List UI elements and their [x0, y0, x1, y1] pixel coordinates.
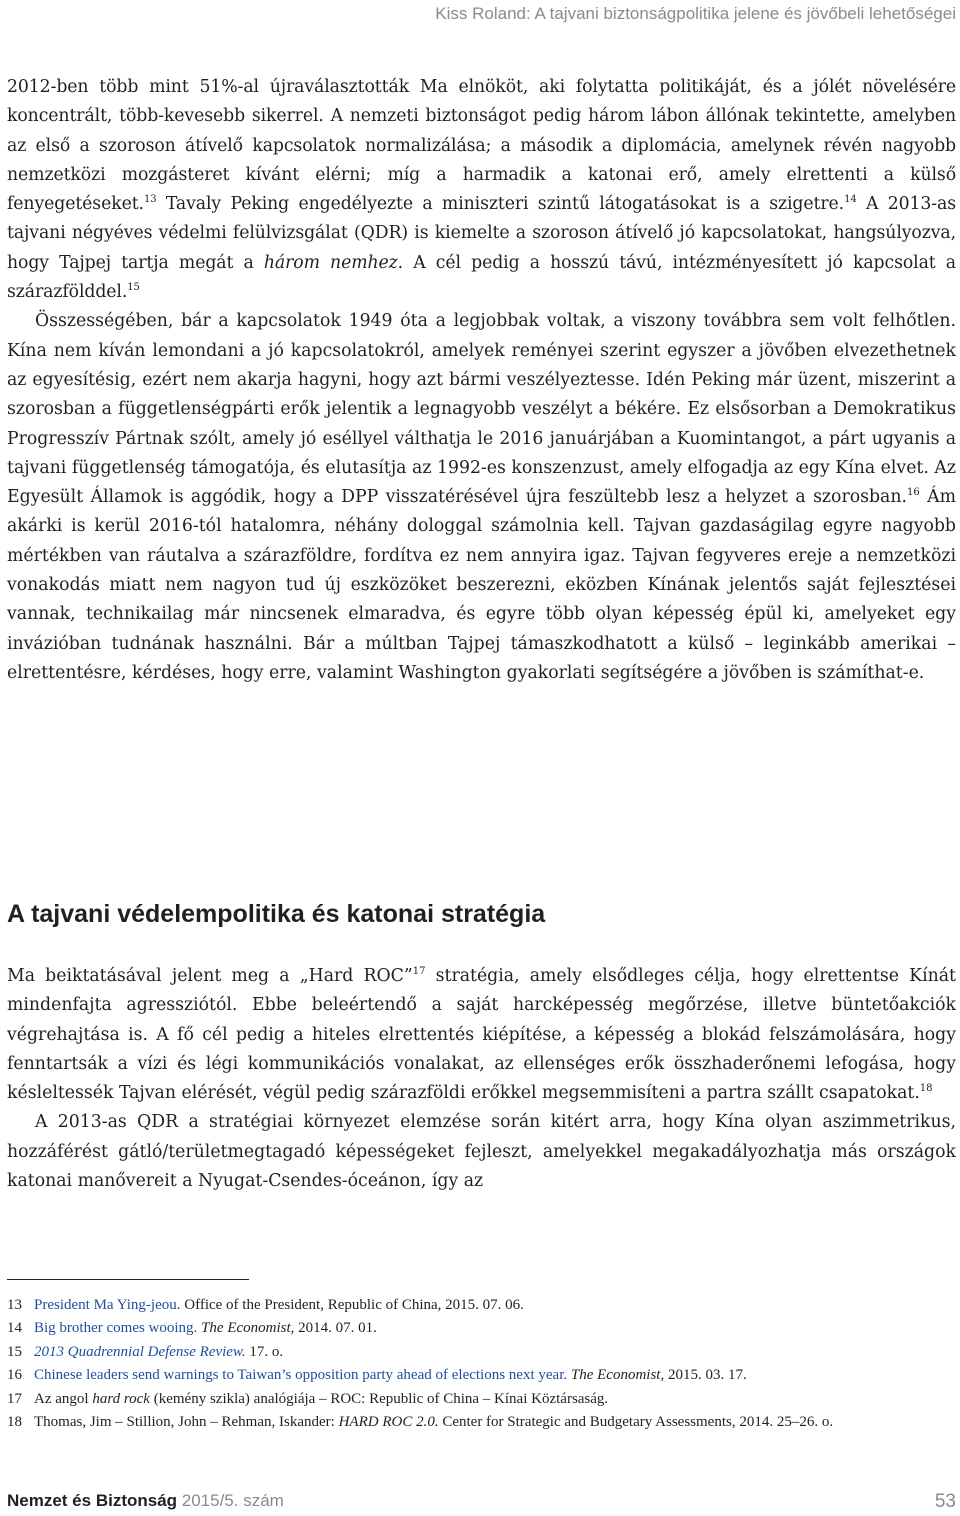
- footnote-divider: [7, 1279, 249, 1280]
- footnote-link[interactable]: Big brother comes wooing.: [34, 1320, 198, 1337]
- footnote-13: 13 President Ma Ying-jeou. Office of the President, Republic of China, 2015. 07. 06.: [7, 1297, 524, 1313]
- paragraph-2: Összességében, bár a kapcsolatok 1949 óta a legjobbak voltak, a viszony továbbra sem volt felhőtlen. Kína nem kíván lemondani a jó kapcsolatokról, amelyek reményei szerint egyszer a jövőben elvezethetnek az egyesítésig, ezért nem akarja hagyni, hogy azt bármi veszélyeztesse. Idén Peking már üzent, miszerint a szorosban a függetlenségpárti erők jelentik a legnagyobb veszélyt a békére. Ez elsősorban a Demokratikus Progresszív Pártnak szólt, amely jó eséllyel válthatja le 2016 januárjában a Kuomintangot, a párt ugyanis a tajvani függetlenség támogatója, és elutasítja az 1992-es konszenzust, amely elfogadja az egy Kína elvet. Az Egyesült Államok is aggódik, hogy a DPP visszatérésével újra feszültebb lesz a helyzet a szorosban.$^{16}$ Ám akárki is kerül 2016-tól hatalomra, néhány dologgal számolnia kell. Tajvan gazdaságilag egyre nagyobb mértékben van ráutalva a szárazföldre, fordítva ez nem annyira igaz. Tajvan fegyveres ereje a nemzetközi vonakodás miatt nem nagyon tud új eszközöket beszerezni, eközben Kínának jelentős saját fejlesztései vannak, technikailag már nincsenek elmaradva, és egyre több olyan képesség épül ki, amelyeket egy invázióban tudnának használni. Bár a múltban Tajpej támaszkodhatott a külső – leginkább amerikai – elrettentésre, kérdéses, hogy erre, valamint Washington gyakorlati segítségére a jövőben is számíthat-e.: [7, 311, 956, 683]
- footnote-ref-13[interactable]: 13: [143, 194, 157, 206]
- footnote-ref-17[interactable]: 17: [412, 966, 426, 978]
- footnote-15: 15 2013 Quadrennial Defense Review. 17. o.: [7, 1343, 284, 1360]
- footnote-ref-18[interactable]: 18: [919, 1083, 933, 1095]
- section-heading: A tajvani védelempolitika és katonai stratégia: [7, 900, 546, 928]
- footnote-14: 14 Big brother comes wooing. The Economist, 2014. 07. 01.: [7, 1320, 377, 1337]
- footnote-link[interactable]: Chinese leaders send warnings to Taiwan’s opposition party ahead of elections next year.: [34, 1367, 568, 1384]
- paragraph-1: 2012-ben több mint 51%-al újraválasztották Ma elnököt, aki folytatta politikáját, és a jólét növelésére koncentrált, több-kevesebb sikerrel. A nemzeti biztonságot pedig három lábon állónak tekintette, amelyben az első a szoroson átívelő kapcsolatok normalizálása; a második a diplomácia, amelynek révén nagyobb nemzetközi mozgásteret kívánt elérni; míg a harmadik a katonai erő, amely elrettenti a külső fenyegetéseket.$^{13}$ Tavaly Peking engedélyezte a miniszteri szintű látogatásokat is a szigetre.$^{14}$ A 2013-as tajvani négyéves védelmi felülvizsgálat (QDR) is kiemelte a szoroson átívelő jó kapcsolatokat, hangsúlyozva, hogy Tajpej tartja megát a három nemhez. A cél pedig a hosszú távú, intézményesített jó kapcsolat a szárazfölddel.$^{15}$: [7, 77, 956, 303]
- issue-number: 2015/5. szám: [177, 1491, 284, 1510]
- footnote-18: 18 Thomas, Jim – Stillion, John – Rehman, Iskander: HARD ROC 2.0. Center for Strategic and Budgetary Assessments, 2014. 25–26. o.: [7, 1414, 834, 1431]
- body-text-bottom: [7, 962, 956, 1196]
- footnote-ref-16[interactable]: 16: [906, 487, 920, 499]
- paragraph-3: Ma beiktatásával jelent meg a „Hard ROC”$^{17}$ stratégia, amely elsődleges célja, hogy elrettentse Kínát mindenfajta agressziótól. Ebbe beleértendő a saját harcképesség megőrzése, illetve büntetőakciók végrehajtása is. A fő cél pedig a hiteles elrettentés kiépítése, a képesség a blokád felszámolására, hogy fenntartsák a vízi és légi kommunikációs vonalakat, az ellenséges erők összhaderőnemi lefogása, hogy késleltessék Tajvan elérését, végül pedig szárazföldi erőkkel megsemmisíteni a partra szállt csapatokat.$^{18}$: [7, 966, 956, 1104]
- footnote-link[interactable]: President Ma Ying-jeou.: [34, 1297, 181, 1313]
- footnote-ref-14[interactable]: 14: [844, 194, 857, 206]
- footnote-link[interactable]: 2013 Quadrennial Defense Review.: [34, 1343, 246, 1360]
- page-footer: [7, 1491, 956, 1515]
- body-text-top: [7, 73, 956, 688]
- footnote-ref-15[interactable]: 15: [127, 282, 140, 294]
- footnote-16: 16 Chinese leaders send warnings to Taiwan’s opposition party ahead of elections next year. The Economist, 2015. 03. 17.: [7, 1367, 747, 1384]
- paragraph-4: A 2013-as QDR a stratégiai környezet elemzése során kitért arra, hogy Kína olyan aszimmetrikus, hozzáférést gátló/területmegtagadó képességeket fejleszt, amelyekkel megakadályozhatja más országok katonai manővereit a Nyugat-Csendes-óceánon, így az: [7, 1112, 956, 1192]
- running-title: Kiss Roland: A tajvani biztonságpolitika jelene és jövőbeli lehetőségei: [435, 4, 956, 23]
- page-number: 53: [934, 1491, 956, 1512]
- footnote-17: 17 Az angol hard rock (kemény szikla) analógiája – ROC: Republic of China – Kínai Köztársaság.: [7, 1390, 609, 1407]
- footnotes-list: [7, 1294, 956, 1434]
- journal-name: Nemzet és Biztonság: [7, 1491, 178, 1510]
